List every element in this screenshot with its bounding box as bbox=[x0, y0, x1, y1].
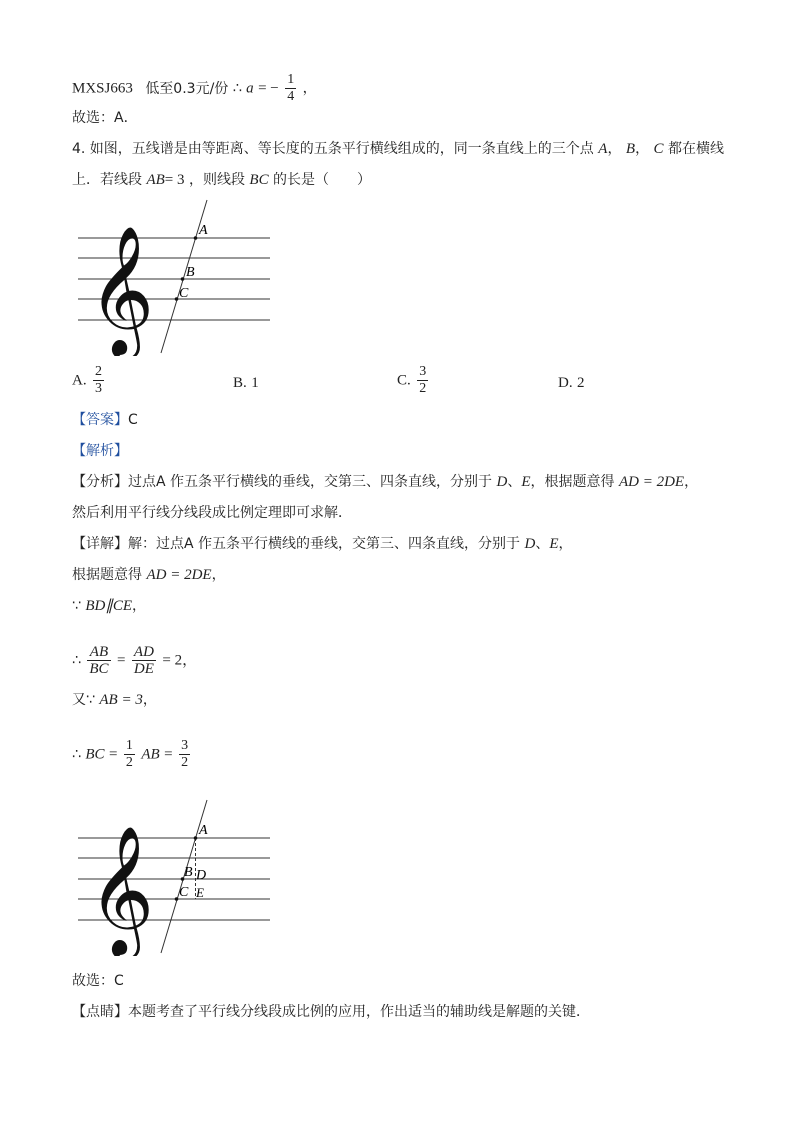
question-line-2: 上．若线段 AB= 3 ，则线段 BC 的长是（ ） bbox=[72, 172, 372, 188]
answer-line bbox=[72, 410, 138, 430]
prev-answer-line: MXSJ663 低至0.3元/份 ∴ a = − $\frac{1}{4}$ ， bbox=[72, 72, 317, 104]
label-a: A bbox=[199, 223, 208, 238]
label-c: C bbox=[179, 286, 189, 301]
dianjing-line: 【点睛】本题考查了平行线分线段成比例的应用，作出适当的辅助线是解题的关键． bbox=[72, 1004, 590, 1020]
treble-clef-icon: 𝄞 bbox=[88, 225, 155, 355]
point-c bbox=[175, 897, 179, 901]
final-choice: 故选：C bbox=[72, 973, 124, 989]
staff-figure-1 bbox=[72, 196, 276, 356]
label-b: B bbox=[184, 865, 193, 880]
fraction-three-halves: $\frac{3}{2}$ bbox=[181, 738, 189, 770]
watermark-code: MXSJ663 bbox=[72, 80, 133, 97]
xiangjie-tag: 【详解】 bbox=[72, 536, 128, 552]
watermark-promo: 低至0.3元/份 bbox=[145, 80, 229, 97]
label-c: C bbox=[179, 885, 189, 900]
option-b[interactable]: B. 1 bbox=[233, 375, 259, 391]
var-a: a bbox=[246, 80, 254, 97]
fraction-quarter: $\frac{1}{4}$ bbox=[287, 72, 295, 104]
label-a: A bbox=[199, 823, 208, 838]
analysis-tag: 【解析】 bbox=[72, 443, 128, 459]
point-b bbox=[181, 277, 185, 281]
option-a-fraction: $\frac{2}{3}$ bbox=[95, 364, 103, 396]
staff-figure-2 bbox=[72, 796, 276, 956]
label-b: B bbox=[186, 265, 195, 280]
xiangjie-line-3: ∵ BD∥CE， bbox=[72, 598, 147, 614]
xiangjie-line-6: ∴ BC = $\frac{1}{2}$ AB = $\frac{3}{2}$ bbox=[72, 738, 189, 770]
fraction-ab-bc: $\frac{AB}{BC}$ bbox=[89, 644, 109, 677]
fraction-one-half: $\frac{1}{2}$ bbox=[125, 738, 133, 770]
fenxi-line-2: 然后利用平行线分线段成比例定理即可求解． bbox=[72, 505, 352, 521]
eq-neg: = − bbox=[258, 80, 279, 97]
label-d: D bbox=[196, 868, 207, 883]
label-e: E bbox=[196, 885, 204, 900]
option-d[interactable]: D. 2 bbox=[558, 375, 585, 391]
xiangjie-line-4: ∴ $\frac{AB}{BC}$ = $\frac{AD}{DE}$ = 2， bbox=[72, 644, 198, 677]
option-c-fraction: $\frac{3}{2}$ bbox=[419, 364, 427, 396]
point-a bbox=[194, 236, 198, 240]
xiangjie-line-1: 【详解】解：过点A 作五条平行横线的垂线，交第三、四条直线，分别于 D、E， bbox=[72, 536, 573, 552]
answer-tag: 【答案】 bbox=[72, 412, 128, 428]
xiangjie-line-2: 根据题意得 AD = 2DE， bbox=[72, 567, 226, 583]
fraction-ad-de: $\frac{AD}{DE}$ bbox=[133, 644, 154, 677]
dianjing-tag: 【点睛】 bbox=[72, 1004, 128, 1020]
point-c bbox=[175, 297, 179, 301]
fenxi-tag: 【分析】 bbox=[72, 474, 128, 490]
point-a bbox=[194, 836, 198, 840]
answer-value: C bbox=[128, 412, 138, 428]
option-a[interactable]: A. $\frac{2}{3}$ bbox=[72, 364, 103, 396]
option-c[interactable]: C. $\frac{3}{2}$ bbox=[397, 364, 427, 396]
xiangjie-line-5: 又∵ AB = 3， bbox=[72, 692, 157, 708]
fenxi-line-1: 【分析】过点A 作五条平行横线的垂线，交第三、四条直线，分别于 D、E，根据题意得 AD = 2DE， bbox=[72, 474, 699, 490]
question-line-1: 4. 如图，五线谱是由等距离、等长度的五条平行横线组成的，同一条直线上的三个点 A， B， C 都在横线 bbox=[72, 141, 724, 157]
treble-clef-icon: 𝄞 bbox=[88, 825, 155, 955]
prev-choice: 故选：A． bbox=[72, 110, 138, 126]
therefore-symbol: ∴ bbox=[232, 80, 242, 97]
